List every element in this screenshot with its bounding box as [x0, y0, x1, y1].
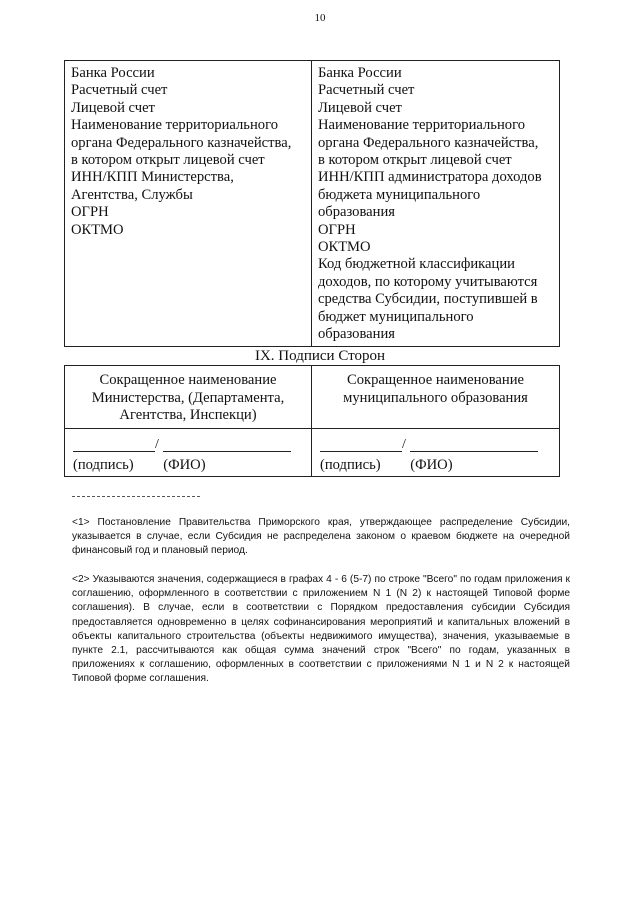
party-ministry-name: [65, 366, 311, 425]
bank-detail-line: Агентства, Службы: [71, 186, 193, 203]
caption-fio: (ФИО): [163, 457, 206, 473]
fio-blank-line: [163, 451, 291, 452]
bank-detail-line: Код бюджетной классификации: [318, 256, 515, 273]
caption-fio: (ФИО): [410, 457, 453, 473]
signature-lines: [73, 439, 289, 455]
caption-signature: (подпись): [320, 457, 381, 473]
signature-captions: [73, 457, 206, 474]
bank-detail-line: Банка России: [71, 65, 155, 81]
bank-detail-line: Расчетный счет: [71, 82, 168, 99]
party-name-line: Министерства, (Департамента,: [91, 389, 285, 406]
signature-lines: [320, 439, 536, 455]
signature-blank-line: [73, 451, 155, 452]
bank-detail-line: ОКТМО: [318, 239, 371, 256]
party-municipality-cell: [312, 366, 559, 428]
bank-detail-line: ОКТМО: [71, 221, 124, 238]
bank-detail-line: в котором открыт лицевой счет: [71, 152, 265, 169]
bank-details-table: [64, 60, 560, 347]
bank-detail-line: Расчетный счет: [318, 82, 415, 99]
party-name-line: Сокращенное наименование: [346, 372, 525, 388]
bank-detail-line: ОГРН: [71, 204, 109, 221]
party-name-line: Сокращенное наименование: [99, 372, 277, 388]
bank-detail-line: Лицевой счет: [318, 99, 402, 116]
signature-slash: /: [155, 437, 159, 452]
footnote-2: <2> Указываются значения, содержащиеся в графах 4 - 6 (5-7) по строке "Всего" по годам приложения к соглашению, оформленного в соответствии с приложением N 1 (N 2) к настоящей Типовой форме соглашения). В случае, если в соответствии с Порядком предоставления субсидии Субсидия предоставляется одновременно в целях софинансирования мероприятий и капитальных вложений в объекты капитального строительства (объекты недвижимого имущества), значения, указываемые в пункте 2.1, рассчитываются как общая сумма значений строк "Всего" по годам, указанных в приложениях к соглашению, оформленных в соответствии с приложениями N 1 и N 2 к настоящей Типовой форме соглашения.: [72, 574, 570, 685]
bank-detail-line: бюджет муниципального: [318, 308, 474, 325]
bank-details-municipality: [312, 61, 559, 346]
bank-detail-line: доходов, по которому учитываются: [318, 273, 538, 290]
bank-detail-line: Банка России: [318, 65, 402, 81]
bank-detail-line: ИНН/КПП Министерства,: [71, 169, 234, 186]
bank-detail-line: образования: [318, 326, 395, 343]
bank-detail-line: Наименование территориального: [71, 117, 278, 134]
footnote-1: <1> Постановление Правительства Приморского края, утверждающее распределение Субсидии, указывается в случае, если Субсидия не распределена законом о краевом бюджете на очередной финансовый год и плановый период.: [72, 517, 570, 557]
bank-detail-line: Наименование территориального: [318, 117, 525, 134]
bank-detail-line: образования: [318, 204, 395, 221]
bank-detail-line: бюджета муниципального: [318, 186, 481, 203]
fio-blank-line: [410, 451, 538, 452]
party-name-line: Агентства, Инспекци): [119, 407, 257, 423]
party-name-line: муниципального образования: [343, 389, 528, 406]
caption-signature: (подпись): [73, 457, 134, 473]
signature-captions: [320, 457, 453, 474]
signature-blank-line: [320, 451, 402, 452]
bank-detail-line: Лицевой счет: [71, 99, 155, 116]
signatures-parties-row: [65, 366, 559, 429]
bank-detail-line: ОГРН: [318, 221, 356, 238]
signature-field-ministry: [65, 429, 312, 477]
party-municipality-name: [312, 366, 559, 407]
signature-slash: /: [402, 437, 406, 452]
signatures-sign-row: [65, 429, 559, 477]
signatures-table: [64, 365, 560, 477]
section-heading-signatures: IX. Подписи Сторон: [254, 348, 386, 364]
bank-details-ministry: [65, 61, 312, 346]
signature-field-municipality: [312, 429, 559, 477]
footnote-divider: [72, 496, 200, 497]
bank-detail-line: в котором открыт лицевой счет: [318, 152, 512, 169]
party-ministry-cell: [65, 366, 312, 428]
bank-detail-line: средства Субсидии, поступившей в: [318, 291, 538, 308]
bank-detail-line: ИНН/КПП администратора доходов: [318, 169, 542, 186]
bank-detail-line: органа Федерального казначейства,: [318, 134, 539, 151]
page-number: 10: [314, 12, 326, 24]
bank-detail-line: органа Федерального казначейства,: [71, 134, 292, 151]
